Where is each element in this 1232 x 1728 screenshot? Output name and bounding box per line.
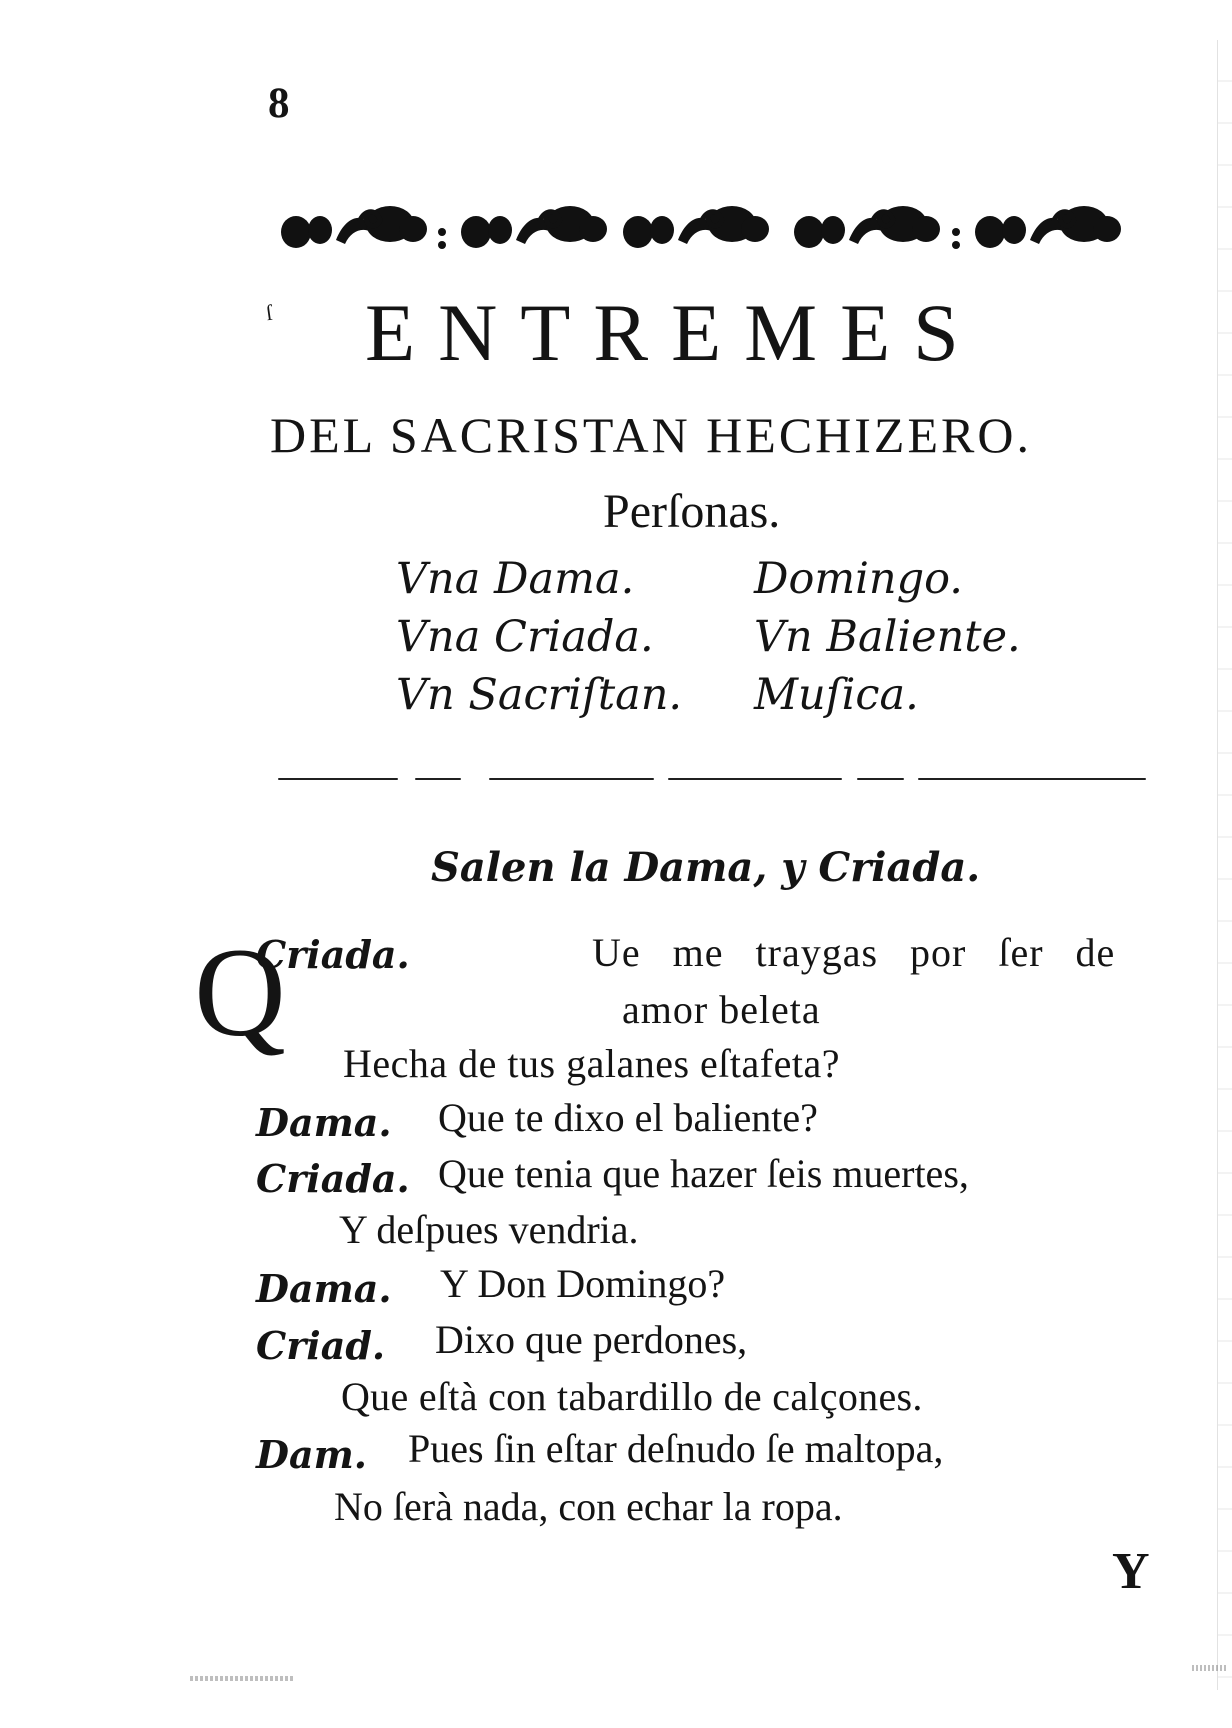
left-margin-mark: ſ [264,299,274,326]
speaker-label: Dama. [256,1100,392,1145]
dialogue-line: Dixo que perdones, [435,1317,748,1362]
dialogue-line: Hecha de tus galanes eſtafeta? [343,1041,840,1086]
dialogue-line: Que te dixo el baliente? [438,1095,818,1140]
catchword: Y [1112,1543,1150,1600]
play-subtitle [270,407,1150,463]
dialogue-line: No ſerà nada, con echar la ropa. [334,1484,843,1529]
subtitle-main: SACRISTAN HECHIZERO. [389,407,1032,463]
stage-direction: Salen la Dama, y Criada. [431,844,981,891]
dialogue-line: Y deſpues vendria. [339,1207,639,1252]
speaker-label: Criada. [256,932,410,977]
character-item: Vn Sacriſtan. [396,670,683,720]
personas-heading: Perſonas. [603,485,781,538]
subtitle-prefix: DEL [270,407,375,463]
speaker-label: Dam. [256,1432,368,1477]
play-title: ENTREMES [365,287,982,378]
dialogue-line: Ue me traygas por ſer de [592,930,1116,975]
printer-ornament-band [278,192,1168,264]
character-item: Vna Criada. [396,612,654,662]
section-divider [278,776,1146,784]
dialogue-line: Y Don Domingo? [440,1261,726,1306]
bottom-right-stain-mark [1192,1665,1228,1671]
character-item: Vna Dama. [396,554,635,604]
bottom-left-stain-mark [190,1676,295,1681]
character-item: Domingo. [754,554,963,604]
speaker-label: Dama. [256,1266,392,1311]
page-number: 8 [268,80,290,127]
character-list [396,554,1096,748]
speaker-label: Criad. [256,1323,386,1368]
dialogue-block [256,920,1161,1610]
speaker-label: Criada. [256,1156,410,1201]
drop-cap-letter: Q [194,923,286,1063]
character-item: Muſica. [754,670,919,720]
dialogue-line: Pues ſin eſtar deſnudo ſe maltopa, [408,1426,944,1471]
character-item: Vn Baliente. [754,612,1021,662]
dialogue-line: Que tenia que hazer ſeis muertes, [438,1151,969,1196]
page-edge-shadow [1217,40,1232,1690]
dialogue-line: Que eſtà con tabardillo de calçones. [341,1374,923,1419]
dialogue-line: amor beleta [622,987,821,1032]
